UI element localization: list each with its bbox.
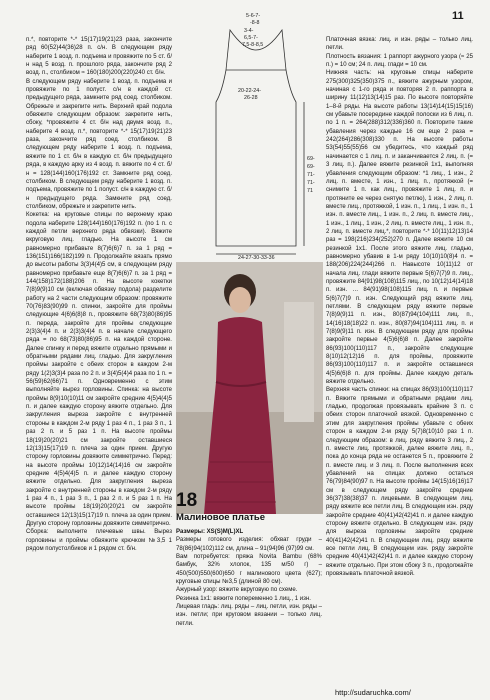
right-paragraph-3: Нижняя часть: на круговые спицы наберите 275(300)325(350)375 п., вяжите ажурным узором, начиная с 1-го ряда и повторяя 2 п. раппорта в ширину 11(12)13(14)15 раз. По высоте повторяйте 1–8-й ряды. На высоте работы 13(14)14(15)15(16) см убавьте посередине каждой полоски из 6 лиц. п. по 1 п. = 264(288)312(336)360 п. Повторите такие убавления через каждые 16 см еще 2 раза = 242(264)286(308)330 п. На высоте работы 53(54)55(55)56 см убедитесь, что каждый ряд начинается с 1 лиц. п. и заканчивается 2 лиц. п. (= 3 лиц. п.). Далее вяжите резинкой 1х1, выполняя убавления следующим образом: *1 лиц., 1 изн., 2 лиц. п. вместе, 1 изн., 1 лиц. п., протяжкой (= снимите 1 п. как лиц., провяжите 1 лиц. п. и протяните ее через снятую петлю), 1 изн., 2 лиц. п. вместе лиц., протяжкой, 1 изн. п., 1 лиц., 1 изн. п., 1 изн. п. вместе лиц., 1 изн. п., 2 лиц. п. вместе лиц., 1 изн., 1 лиц., 1 изн., 2 лиц. п. вместе лиц., 1 изн. п., 2 лиц. п. вместе лиц.*, повторите *-* 10(11)12(13)14 раз = 198(216)234(252)270 п. Далее вяжите 10 см резинкой 1х1. После этого вяжите лиц. гладью, равномерно убавив в 1-м ряду 10(10)10(8)4 п. = 188(206)224(244)266 п. Навысоте 10(11)12 от начала лиц. глади вяжите первые 5(6)7(7)9 п. лиц., провяжите 84(91)98(108)115 лиц., по 10(12)14(14)18 п. изн. … 84(91)98(108)115 лиц. п. и первые 5(6)7(7)9 п. изн. Следующий ряд вяжите лиц. петлями. В следующем ряду вяжите первые 7(8)9(9)11 п. изн., 80(87)94(104)111 лиц. п., 14(16)18(18)22 п. изн., 80(87)94(104)111 лиц. п. и 7(8)9(9)11 п. изн. В следующем ряду для проймы закройте первые 4(5)6(6)8 п. Далее закройте 86(93)100(110)117 п., закройте следующие 8(10)12(12)16 п. для проймы, провяжите 86(93)100(110)117 п. и закройте оставшиеся 4(5)6(6)8 п. для проймы. Далее каждую деталь вяжите отдельно. bbox=[326, 70, 473, 386]
diagram-label-side-3: 71- bbox=[307, 180, 315, 186]
model-number: 18 bbox=[176, 490, 198, 511]
dress-shape bbox=[216, 30, 296, 246]
left-paragraph-3: Кокетка: на круговые спицы по верхнему краю подола наберите 128(144)160(176)192 п. (по 1 п. с каждой петли верхнего ряда обвязки). Вяжите вкруговую лиц. гладью. На высоте 1 см равномерно прибавьте 8(7)6(6)7 п. за 1 ряд = 136(151)166(182)199 п. Продолжайте вязать прямо до высоты работы 3(3)4(4)5 см, в следующем ряду равномерно прибавьте еще 8(7)6(6)7 п. за 1 ряд = 144(158)172(188)206 п. На высоте кокетки 7(8)9(9)10 см (включая обвязку подола) разделите работу на 2 части следующим образом: провяжите 70(76)83(90)99 п. спинки, закройте для проймы следующие 4(6)6(8)8 п., провяжите 68(73)80(86)95 п. переда, закройте для проймы следующие 2(3)3(4)4 п. и 2(3)3(4)4 п. в начале следующего ряда = по 68(73)80(86)95 п. на каждой стороне. Далее спинку и перед вяжите отдельно прямыми и обратными рядами лиц. гладью. Для закругления проймы закройте с обеих сторон в каждом 2-м ряду 1(2)3(3)4 раза по 2 п. и 3(4)5(4)4 раза по 1 п. = 56(59)62(66)71 п. Одновременно с этим выполняйте вырез горловины. Спинка: на высоте проймы 8(9)10(10)11 см закройте средние 4(5)4(4)5 п. и далее каждую сторону вяжите отдельно. Для закругления выреза закройте с внутренней стороны в каждом 2-м ряду 1 раз 4 п., 1 раз 3 п., 1 раз 2 п. и 5 раз 1 п. На высоте проймы 18(19)20(20)21 см закройте оставшиеся 12(13)15(17)19 п. плеча за один прием. Другую сторону горловины довяжите симметрично. Перед: на высоте проймы 10(12)14(14)16 см закройте средние 4(5)4(4)5 п. и далее каждую сторону вяжите отдельно. Для закругления выреза закройте с внутренней стороны в каждом 2-м ряду 1 раз 4 п., 1 раз 3 п., 1 раз 2 п. и 5 раз 1 п. На высоте проймы 18(19)20(20)21 см закройте оставшиеся 12(13)15(17)19 п. плеча за один прием. Другую сторону горловины довяжите симметрично. bbox=[26, 212, 172, 527]
center-paragraph-3: Вам потребуется: пряжа Novita Bambu (68% бамбук, 32% хлопок, 135 м/50 г) – 450(500)550(600)650 г малинового цвета (627); круговые спицы №3,5 (длиной 80 см). bbox=[176, 554, 322, 586]
right-paragraph-4: Верхняя часть спинки: на спицах 86(93)100(110)117 п. Вяжите прямыми и обратными рядами лиц. гладью, продолжая провязывать крайние 3 п. с обеих сторон платочной вязкой. Одновременно с этим для закругления проймы убавьте с обеих сторон в каждом 2-м ряду 5(7)8(10)10 раз 1 п. следующим образом: в лиц. ряду вяжите 3 лиц., 2 п. вместе лиц. протяжкой, далее вяжите лиц. п., пока до конца ряда не останется 5 п., провяжите 2 п. вместе лиц. и 3 лиц. п. После выполнения всех убавлений на спицах должно остаться 76(79)84(90)97 п. На высоте проймы 14(15)16(16)17 см в следующем ряду закройте средние 36(37)38(38)37 п. лицевыми. В следующем лиц. ряду вяжите все петли лиц. В следующем изн. ряду закройте средние 40(41)42(42)41 п. и далее каждую сторону вяжите отдельно. В следующем изн. ряду для выреза горловины закройте средние 40(41)42(42)41 п. В следующем лиц. ряду вяжите все петли лиц. В следующем изн. ряду закройте средние 40(41)42(42)41 п. и далее каждую сторону вяжите отдельно. При этом сбоку 3 п., продолжайте провязывать платочной вязкой. bbox=[326, 387, 473, 577]
page-number: 11 bbox=[452, 10, 464, 22]
left-text-column bbox=[26, 36, 172, 553]
model-title: Малиновое платье bbox=[176, 512, 266, 523]
diagram-label-side-0: 69- bbox=[307, 156, 315, 162]
model-face bbox=[229, 287, 251, 313]
diagram-label-side-1: 69- bbox=[307, 164, 315, 170]
diagram-label-top-0: 5-6-7- bbox=[246, 13, 261, 19]
photo-window bbox=[284, 302, 314, 422]
center-text-column bbox=[176, 528, 322, 628]
diagram-label-mid-0: 20-22-24- bbox=[238, 88, 261, 94]
diagram-label-top-3: 6,5-7- bbox=[244, 35, 258, 41]
center-paragraph-5: Резинка 1х1: вяжите попеременно 1 лиц., 1 изн. bbox=[176, 595, 311, 602]
left-paragraph-2: В следующем ряду наберите 1 возд. п. подъема и провяжите по 1 полуст. с/н в каждой ст. предыдущего ряда, замкните ряд соед. столбиком. Обрежьте и закрепите нить. Верхний край подола обвяжите следующим образом: закрепите нить, сбоку, *провяжите 4 ст. б/н над двумя возд. п., наберите 4 возд. п.*, повторите *-* 15(17)19(21)23 раза, закончите ряд соед. столбиком. В следующем ряду наберите 1 возд. п. подъема, вяжите по 1 ст. б/н в каждую ст. б/н предыдущего ряда, в каждую арку из 4 возд. п. вяжите по 4 ст. б/н = 128(144)160(176)192 ст. Замкните ряд соед. столбиком. В следующем ряду наберите 1 возд. п. подъема, провяжите по 1 полуст. с/н в каждую ст. б/н предыдущего ряда. Замкните ряд соед. столбиком, обрежьте и закрепите нить. bbox=[26, 78, 172, 210]
diagram-label-top-4: 7,5-8-8,5 bbox=[242, 42, 264, 48]
photo-illustration bbox=[176, 262, 323, 514]
diagram-label-mid-1: 26-28 bbox=[244, 95, 258, 101]
garment-schematic-diagram bbox=[186, 10, 316, 260]
center-paragraph-4: Ажурный узор: вяжите вкруговую по схеме. bbox=[176, 587, 298, 594]
dress-outline bbox=[216, 30, 304, 254]
center-paragraph-6: Лицевая гладь: лиц. ряды – лиц. петли, изн. ряды – изн. петли; при круговом вязании – только лиц. петли. bbox=[176, 604, 322, 627]
diagram-label-side-4: 71 bbox=[307, 188, 313, 194]
diagram-label-top-2: 3-4- bbox=[244, 28, 254, 34]
diagram-label-top-1: -8-8 bbox=[250, 20, 260, 26]
left-paragraph-4: Сборка: выполните плечевые швы. Вырез горловины и проймы обвяжите крючком №3,5 1 рядом полустолбиков и 1 рядом ст. б/н. bbox=[26, 529, 172, 552]
right-paragraph-1: Платочная вязка: лиц. и изн. ряды – только лиц. петли. bbox=[326, 37, 473, 52]
diagram-label-side-2: 71- bbox=[307, 172, 315, 178]
right-paragraph-2: Плотность вязания: 1 раппорт ажурного узора (≈ 25 п.) = 10 см; 24 п. лиц. глади = 10 см. bbox=[326, 53, 473, 69]
left-paragraph-1: п.*, повторите *-* 15(17)19(21)23 раза, закончите ряд 60(52)44(36)28 п. с/н. В следующем ряду наберите 1 возд. п. подъема и провяжите по 5 ст. б/н над 5 возд. п. прошлого ряда, закончите ряд 2 возд. п., столбиком ≈ 160(180)200(220)240 ст. б/н. bbox=[26, 37, 172, 77]
footer-url: http://sudaruchka.com/ bbox=[335, 688, 411, 697]
center-paragraph-2: Размеры готового изделия: обхват груди – 78(86)94(102)112 см, длина – 91(94)96 (97)99 см. bbox=[176, 537, 322, 552]
model-photo bbox=[176, 262, 323, 514]
right-text-column bbox=[326, 36, 473, 578]
diagram-label-bottom: 24-27-30-33-36 bbox=[238, 255, 275, 260]
center-paragraph-1: Размеры: XS(S)M(L)XL bbox=[176, 529, 244, 535]
